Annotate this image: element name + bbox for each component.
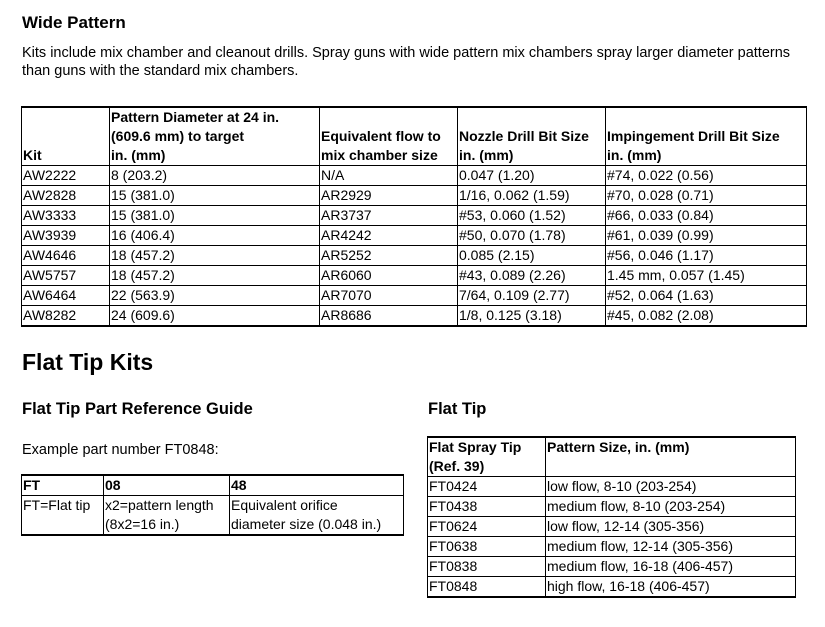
- cell-impingement: #70, 0.028 (0.71): [606, 186, 807, 206]
- cell-impingement: #66, 0.033 (0.84): [606, 206, 807, 226]
- col-header-equivalent-flow: [320, 107, 458, 166]
- cell-nozzle: #53, 0.060 (1.52): [458, 206, 606, 226]
- col-header-pattern-diameter: [110, 107, 320, 166]
- wide-pattern-title: Wide Pattern: [22, 13, 126, 32]
- col-header-pattern-size: Pattern Size, in. (mm): [546, 437, 796, 477]
- cell-impingement: #52, 0.064 (1.63): [606, 286, 807, 306]
- cell-pattern: 15 (381.0): [110, 206, 320, 226]
- header-line: in. (mm): [607, 147, 662, 163]
- cell-pattern: 16 (406.4): [110, 226, 320, 246]
- cell-line: Equivalent orifice: [231, 497, 338, 513]
- cell-pattern: 15 (381.0): [110, 186, 320, 206]
- cell-size: medium flow, 16-18 (406-457): [546, 557, 796, 577]
- cell-kit: AW6464: [22, 286, 110, 306]
- cell-flow: N/A: [320, 166, 458, 186]
- header-line: Impingement Drill Bit Size: [607, 128, 780, 144]
- cell-tip: FT0624: [428, 517, 546, 537]
- cell-flow: AR8686: [320, 306, 458, 327]
- cell-line: (8x2=16 in.): [105, 516, 180, 532]
- cell-flow: AR4242: [320, 226, 458, 246]
- cell-nozzle: #50, 0.070 (1.78): [458, 226, 606, 246]
- wide-pattern-table: [21, 106, 807, 327]
- cell-kit: AW2222: [22, 166, 110, 186]
- cell-size: medium flow, 12-14 (305-356): [546, 537, 796, 557]
- header-line: Equivalent flow to: [321, 128, 441, 144]
- cell-tip: FT0424: [428, 477, 546, 497]
- col-header-flat-spray-tip: [428, 437, 546, 477]
- cell-flow: AR7070: [320, 286, 458, 306]
- cell-size: low flow, 8-10 (203-254): [546, 477, 796, 497]
- wide-pattern-intro: Kits include mix chamber and cleanout drills. Spray guns with wide pattern mix chambers spray larger diameter patterns than guns with the standard mix chambers.: [22, 45, 791, 79]
- cell-pattern: 22 (563.9): [110, 286, 320, 306]
- cell-kit: AW3939: [22, 226, 110, 246]
- cell-impingement: #45, 0.082 (2.08): [606, 306, 807, 327]
- cell-impingement: 1.45 mm, 0.057 (1.45): [606, 266, 807, 286]
- cell-size: high flow, 16-18 (406-457): [546, 577, 796, 598]
- cell-kit: AW8282: [22, 306, 110, 327]
- cell-pattern: 8 (203.2): [110, 166, 320, 186]
- cell-nozzle: 0.047 (1.20): [458, 166, 606, 186]
- ref-cell-flat-tip: FT=Flat tip: [22, 496, 104, 536]
- cell-impingement: #61, 0.039 (0.99): [606, 226, 807, 246]
- cell-impingement: #56, 0.046 (1.17): [606, 246, 807, 266]
- header-line: Flat Spray Tip: [429, 439, 522, 455]
- header-line: Nozzle Drill Bit Size: [459, 128, 589, 144]
- cell-kit: AW2828: [22, 186, 110, 206]
- cell-impingement: #74, 0.022 (0.56): [606, 166, 807, 186]
- cell-nozzle: 0.085 (2.15): [458, 246, 606, 266]
- ref-header-48: 48: [230, 475, 404, 496]
- cell-nozzle: 1/8, 0.125 (3.18): [458, 306, 606, 327]
- cell-size: medium flow, 8-10 (203-254): [546, 497, 796, 517]
- cell-flow: AR6060: [320, 266, 458, 286]
- table-row: [22, 286, 807, 306]
- cell-kit: AW4646: [22, 246, 110, 266]
- cell-flow: AR2929: [320, 186, 458, 206]
- cell-tip: FT0838: [428, 557, 546, 577]
- table-row: [428, 497, 796, 517]
- header-line: mix chamber size: [321, 147, 438, 163]
- ref-cell-pattern-length: [104, 496, 230, 536]
- col-header-nozzle-drill: [458, 107, 606, 166]
- cell-kit: AW3333: [22, 206, 110, 226]
- cell-line: diameter size (0.048 in.): [231, 516, 382, 532]
- table-row: [428, 537, 796, 557]
- cell-pattern: 18 (457.2): [110, 246, 320, 266]
- table-row: [22, 266, 807, 286]
- header-line: in. (mm): [459, 147, 514, 163]
- table-row: [428, 517, 796, 537]
- table-row: [428, 477, 796, 497]
- cell-kit: AW5757: [22, 266, 110, 286]
- ref-header-ft: FT: [22, 475, 104, 496]
- cell-pattern: 18 (457.2): [110, 266, 320, 286]
- table-header-row: [428, 437, 796, 477]
- cell-tip: FT0438: [428, 497, 546, 517]
- table-row: [22, 496, 404, 536]
- table-row: [22, 186, 807, 206]
- header-line: in. (mm): [111, 147, 166, 163]
- example-part-number: Example part number FT0848:: [22, 442, 219, 458]
- table-row: [22, 226, 807, 246]
- table-header-row: [22, 475, 404, 496]
- flat-tip-title: Flat Tip: [428, 400, 487, 418]
- table-header-row: [22, 107, 807, 166]
- ref-header-08: 08: [104, 475, 230, 496]
- cell-pattern: 24 (609.6): [110, 306, 320, 327]
- table-row: [428, 557, 796, 577]
- flat-tip-table: [427, 436, 796, 598]
- cell-size: low flow, 12-14 (305-356): [546, 517, 796, 537]
- reference-guide-title: Flat Tip Part Reference Guide: [22, 400, 253, 418]
- col-header-kit: Kit: [22, 107, 110, 166]
- col-header-impingement-drill: [606, 107, 807, 166]
- reference-guide-table: [21, 474, 404, 536]
- table-row: [22, 306, 807, 327]
- header-line: (Ref. 39): [429, 458, 485, 474]
- cell-nozzle: 7/64, 0.109 (2.77): [458, 286, 606, 306]
- ref-cell-orifice: [230, 496, 404, 536]
- flat-tip-kits-title: Flat Tip Kits: [22, 349, 154, 375]
- cell-tip: FT0848: [428, 577, 546, 598]
- cell-tip: FT0638: [428, 537, 546, 557]
- cell-flow: AR5252: [320, 246, 458, 266]
- table-row: [22, 206, 807, 226]
- table-row: [428, 577, 796, 598]
- cell-nozzle: 1/16, 0.062 (1.59): [458, 186, 606, 206]
- header-line: Pattern Diameter at 24 in.: [111, 109, 280, 125]
- table-row: [22, 166, 807, 186]
- cell-flow: AR3737: [320, 206, 458, 226]
- cell-line: x2=pattern length: [105, 497, 214, 513]
- header-line: (609.6 mm) to target: [111, 128, 245, 144]
- table-row: [22, 246, 807, 266]
- cell-nozzle: #43, 0.089 (2.26): [458, 266, 606, 286]
